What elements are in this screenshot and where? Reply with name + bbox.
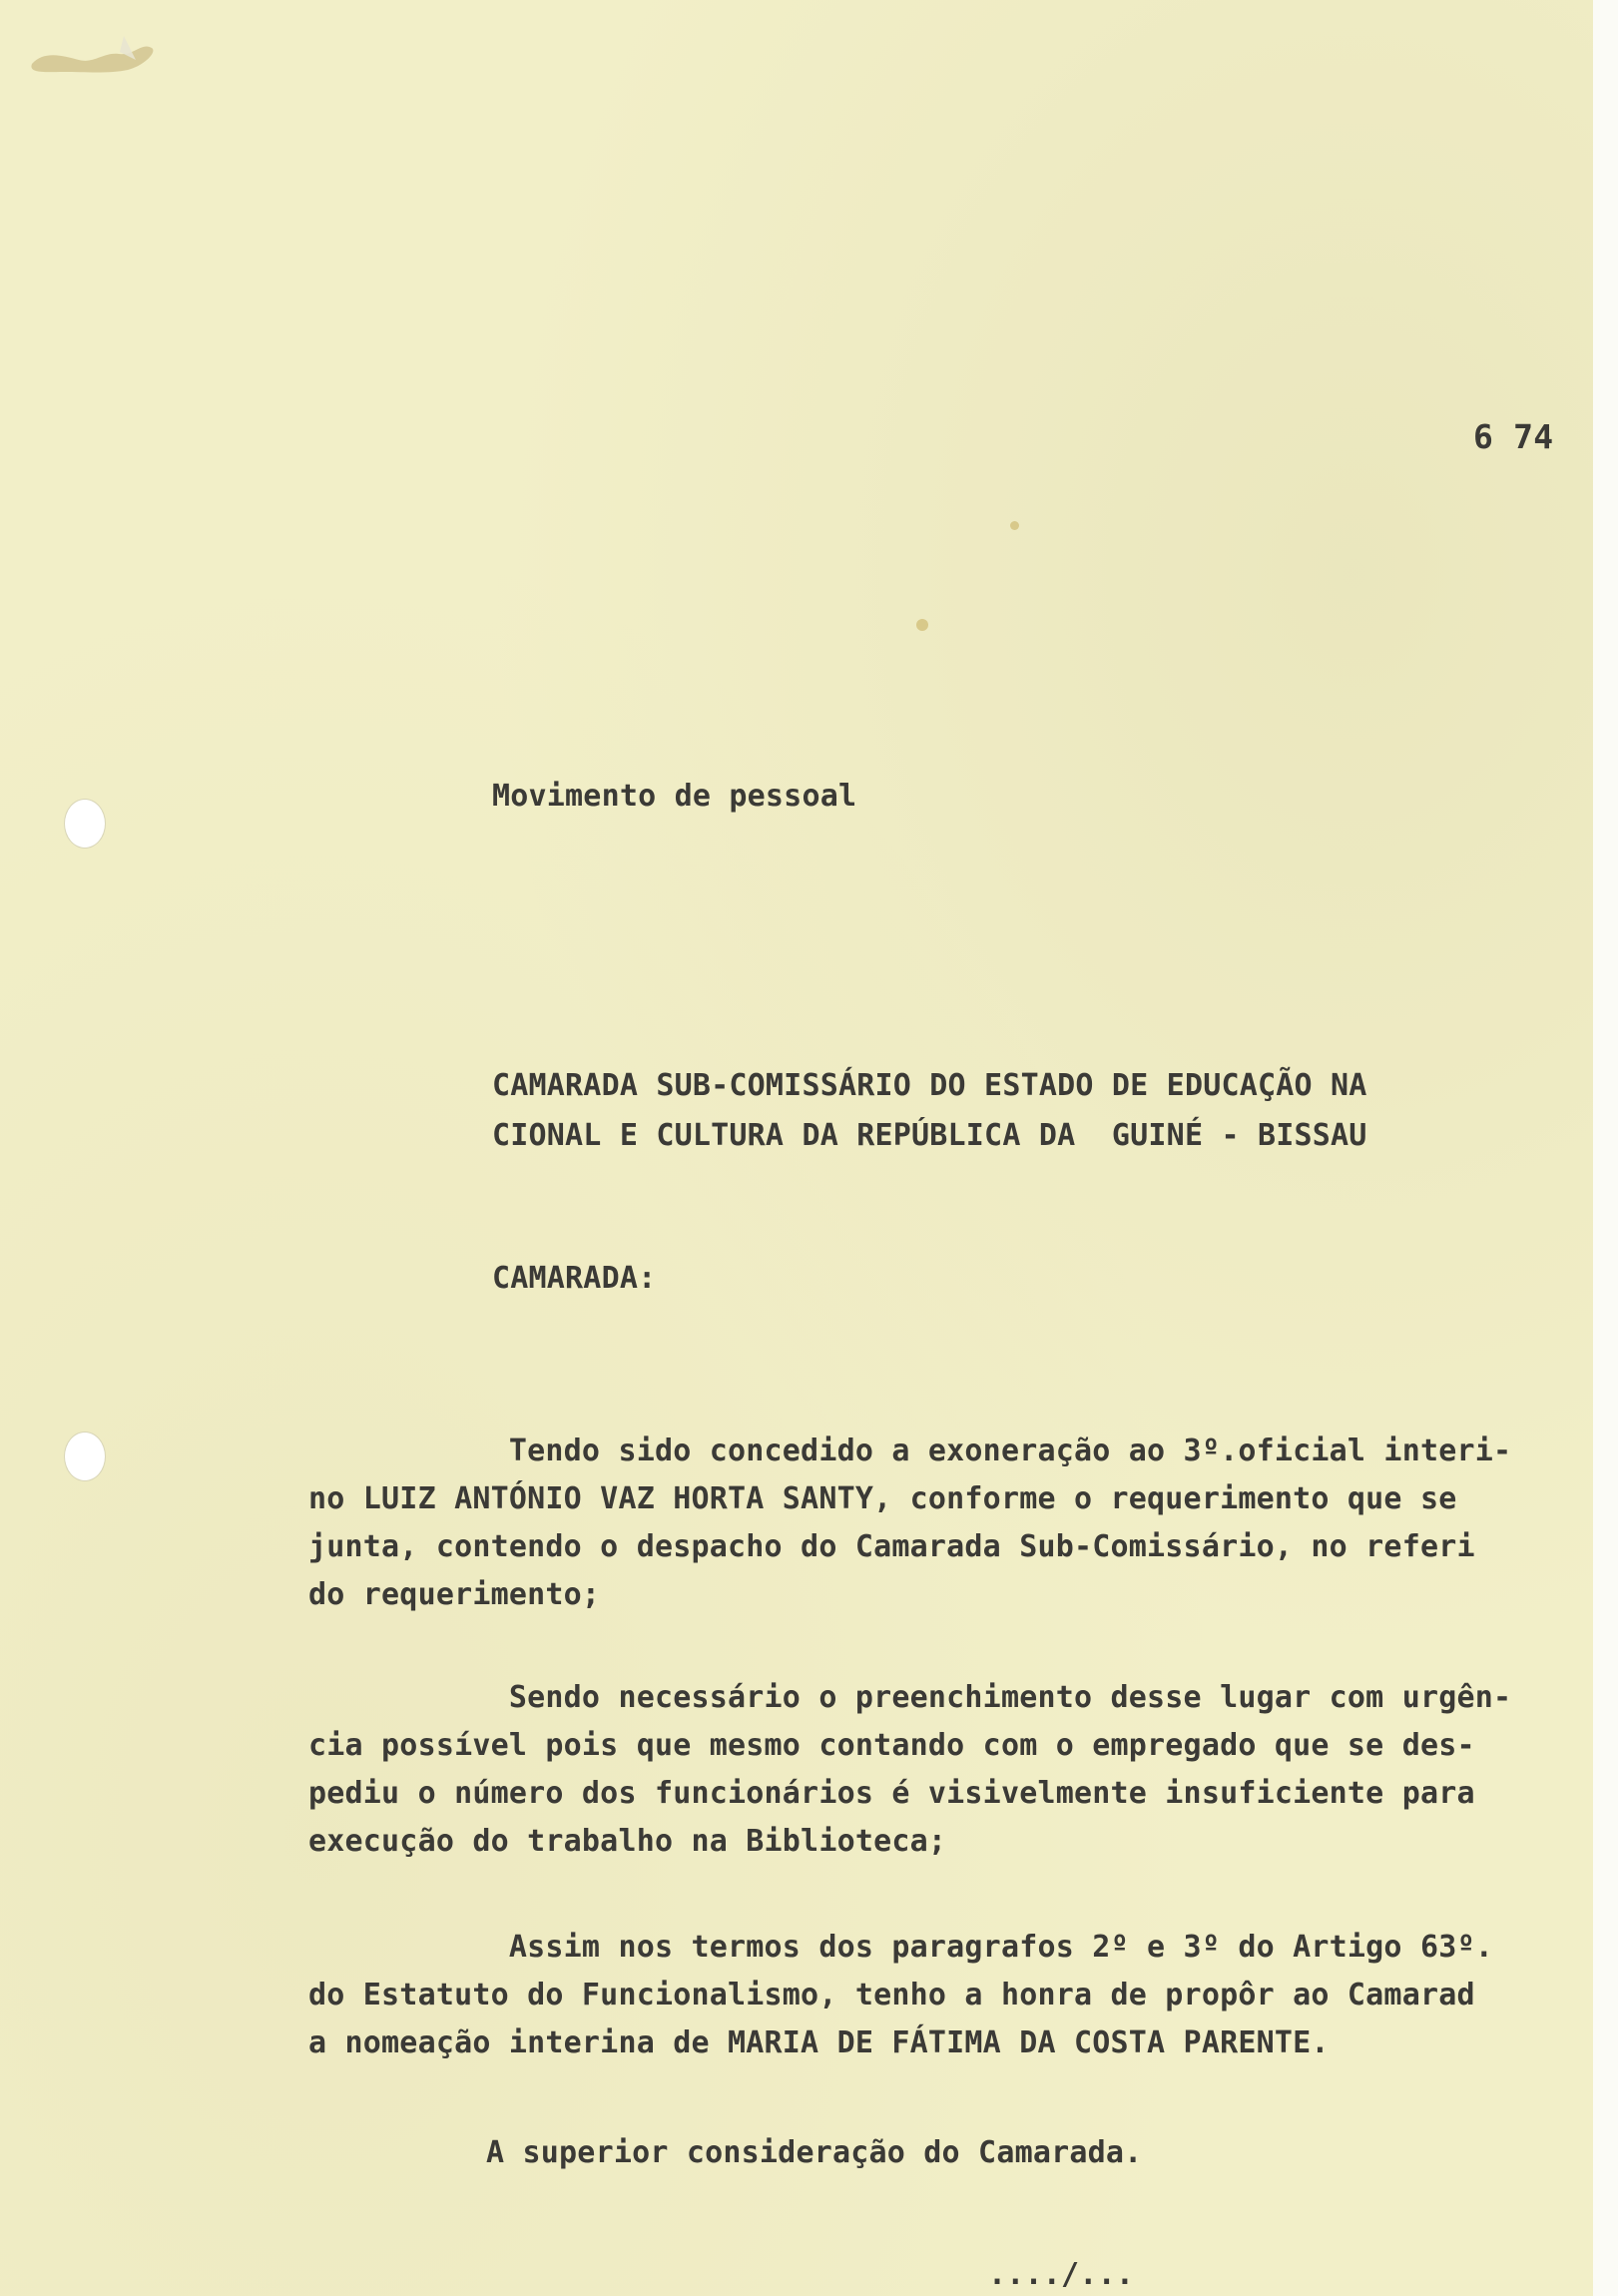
addressee-line: CAMARADA SUB-COMISSÁRIO DO ESTADO DE EDUCAÇÃO NA (492, 1068, 1367, 1103)
continuation-mark: ..../... (988, 2257, 1135, 2292)
paper-stain (24, 30, 174, 76)
text-line: Sendo necessário o preenchimento desse lugar com urgên- (308, 1680, 1512, 1715)
ink-speck (1010, 521, 1019, 530)
text-line: cia possível pois que mesmo contando com o empregado que se des- (308, 1728, 1475, 1763)
punch-hole-lower (64, 1432, 106, 1481)
text-line: pediu o número dos funcionários é visivelmente insuficiente para (308, 1776, 1475, 1811)
paragraph-2 (308, 1674, 1511, 1866)
page-number: 6 74 (1473, 417, 1554, 456)
text-line: no LUIZ ANTÓNIO VAZ HORTA SANTY, conforme o requerimento que se (308, 1481, 1457, 1516)
text-line: do Estatuto do Funcionalismo, tenho a honra de propôr ao Camarad (308, 1978, 1475, 2012)
punch-hole-upper (64, 799, 106, 849)
ink-speck (916, 619, 928, 631)
salutation: CAMARADA: (492, 1261, 657, 1296)
text-line: junta, contendo o despacho do Camarada Sub-Comissário, no referi (308, 1529, 1475, 1564)
addressee-line: CIONAL E CULTURA DA REPÚBLICA DA GUINÉ - BISSAU (492, 1118, 1367, 1153)
text-line: Assim nos termos dos paragrafos 2º e 3º do Artigo 63º. (308, 1930, 1493, 1965)
paragraph-1 (308, 1428, 1511, 1619)
text-line: Tendo sido concedido a exoneração ao 3º.oficial interi- (308, 1434, 1512, 1468)
text-line: do requerimento; (308, 1577, 601, 1612)
subject-line: Movimento de pessoal (492, 779, 857, 814)
addressee-block (492, 1061, 1367, 1161)
text-line: execução do trabalho na Biblioteca; (308, 1824, 947, 1859)
scan-margin (1593, 0, 1618, 2296)
closing-line: A superior consideração do Camarada. (486, 2135, 1143, 2170)
paragraph-3 (308, 1924, 1493, 2067)
text-line: a nomeação interina de MARIA DE FÁTIMA DA COSTA PARENTE. (308, 2025, 1330, 2060)
